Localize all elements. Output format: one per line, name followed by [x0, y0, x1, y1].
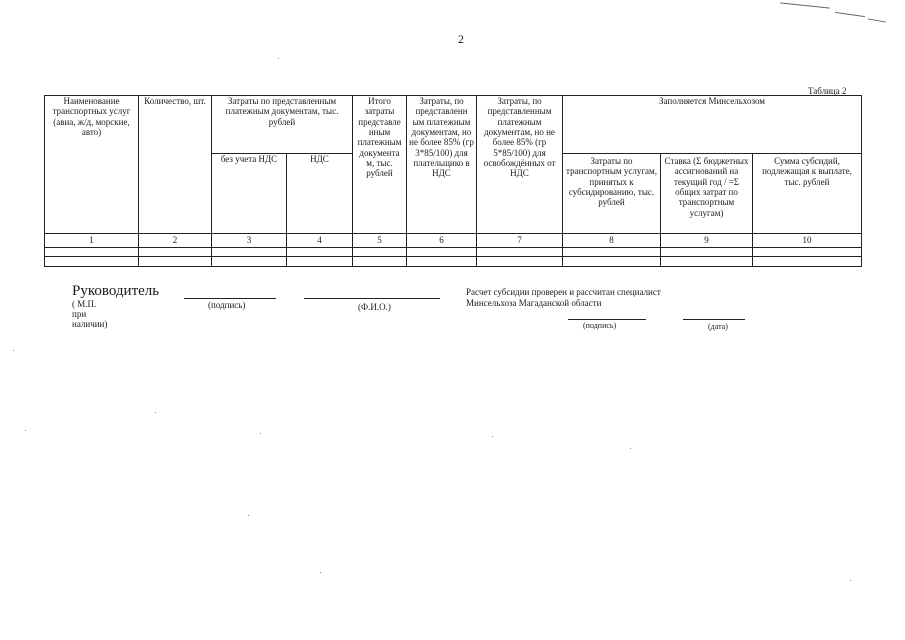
- column-number: 5: [353, 234, 407, 248]
- subsidy-table: [44, 95, 862, 267]
- header-costs-vat-exempt: Затраты, по представленным платежным документам, но не более 85% (гр 5*85/100) для освобождённых от НДС: [477, 96, 563, 234]
- scan-speck: [492, 436, 493, 437]
- name-line: [304, 298, 440, 299]
- column-number: 9: [661, 234, 753, 248]
- column-number: 6: [407, 234, 477, 248]
- header-ministry-group: Заполняется Минсельхозом: [563, 96, 862, 154]
- header-without-vat: без учета НДС: [212, 154, 287, 234]
- header-quantity: Количество, шт.: [139, 96, 212, 234]
- table-row: [45, 248, 862, 257]
- signature-caption: (подпись): [208, 300, 246, 310]
- signature-line: [184, 298, 276, 299]
- column-number: 1: [45, 234, 139, 248]
- director-label: Руководитель: [72, 283, 160, 299]
- header-vat: НДС: [287, 154, 353, 234]
- scan-speck: [248, 515, 249, 516]
- scan-mark: [780, 2, 830, 8]
- column-number: 3: [212, 234, 287, 248]
- date-caption: (дата): [708, 322, 728, 331]
- scan-speck: [260, 433, 261, 434]
- scan-mark: [835, 12, 865, 17]
- name-caption: (Ф.И.О.): [358, 302, 391, 312]
- verification-text: Расчет субсидии проверен и рассчитан специалист Минсельхоза Магаданской области: [466, 287, 661, 308]
- specialist-signature-line: [568, 319, 646, 320]
- header-service-name: Наименование транспортных услуг (авиа, ж/д, морские, авто): [45, 96, 139, 234]
- column-number: 8: [563, 234, 661, 248]
- header-rate: Ставка (Σ бюджетных ассигнований на текущий год / =Σ общих затрат по транспортным услугам): [661, 154, 753, 234]
- column-number: 4: [287, 234, 353, 248]
- table-label: Таблица 2: [808, 86, 847, 96]
- header-costs-vat-payers: Затраты, по представленн ым платежным документам, но не более 85% (гр 3*85/100) для плательщико в НДС: [407, 96, 477, 234]
- scan-mark: [868, 18, 886, 22]
- scan-speck: [630, 448, 631, 449]
- table-row: [45, 257, 862, 267]
- scan-speck: [155, 412, 156, 413]
- header-costs-group: Затраты по представленным платежным документам, тыс. рублей: [212, 96, 353, 154]
- column-number: 2: [139, 234, 212, 248]
- stamp-note: ( М.П. при наличии): [72, 299, 108, 329]
- page-number: 2: [458, 32, 464, 46]
- column-number: 10: [753, 234, 862, 248]
- scan-speck: [850, 580, 851, 581]
- scan-speck: [320, 572, 321, 573]
- date-line: [683, 319, 745, 320]
- scan-speck: [278, 58, 279, 59]
- header-accepted-costs: Затраты по транспортным услугам, принятых к субсидированию, тыс. рублей: [563, 154, 661, 234]
- header-subsidy-sum: Сумма субсидий, подлежащая к выплате, тыс. рублей: [753, 154, 862, 234]
- specialist-signature-caption: (подпись): [583, 321, 617, 330]
- column-number: 7: [477, 234, 563, 248]
- scan-speck: [13, 350, 14, 351]
- header-total-costs: Итого затраты представле нным платежным документа м, тыс. рублей: [353, 96, 407, 234]
- scan-speck: [25, 430, 26, 431]
